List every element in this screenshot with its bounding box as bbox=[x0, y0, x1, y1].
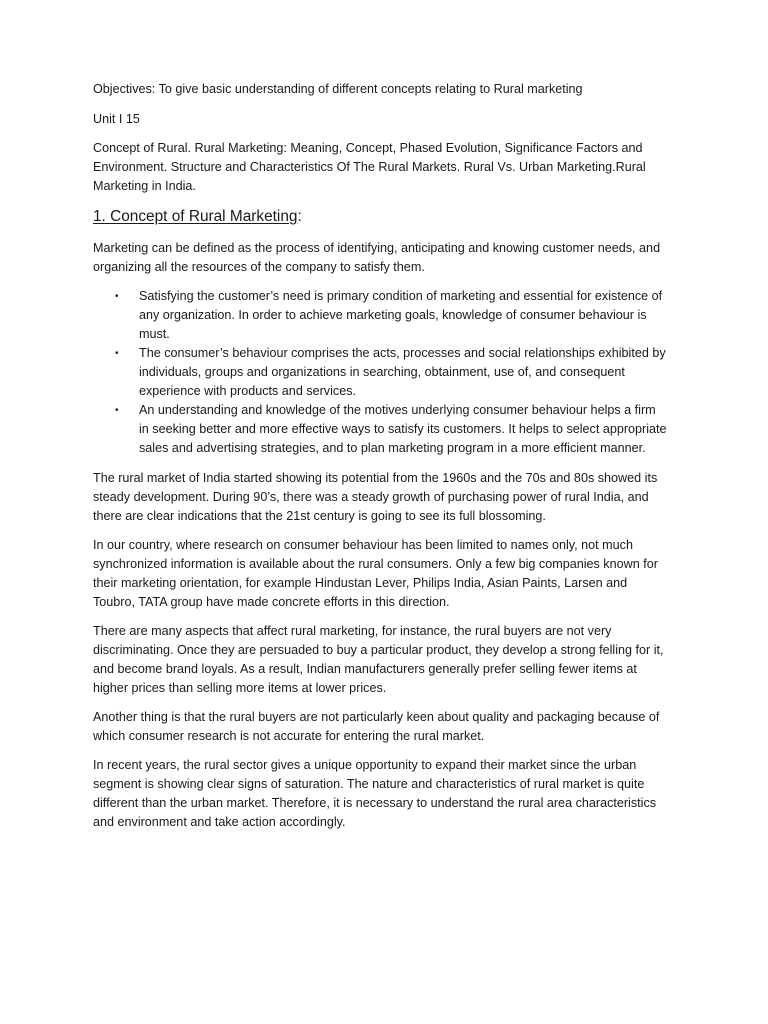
section-heading-text: 1. Concept of Rural Marketing bbox=[93, 208, 298, 225]
section-heading bbox=[93, 206, 668, 228]
bullet-item bbox=[93, 344, 668, 401]
bullet-text: An understanding and knowledge of the motives underlying consumer behaviour helps a firm in seeking better and more effective ways to satisfy its customers. It helps to select appropriate sales and advertising strategies, and to plan marketing program in a more efficient manner. bbox=[139, 403, 667, 455]
objectives-line: Objectives: To give basic understanding of different concepts relating to Rural marketing bbox=[93, 82, 583, 96]
bullet-icon: • bbox=[115, 348, 119, 359]
unit-line: Unit I 15 bbox=[93, 112, 140, 126]
body-paragraph: The rural market of India started showing its potential from the 1960s and the 70s and 80s showed its steady development. During 90’s, there was a steady growth of purchasing power of rural India, and there are clear indications that the 21st century is going to see its full blossoming. bbox=[93, 471, 658, 523]
bullet-icon: • bbox=[115, 291, 119, 302]
bullet-icon: • bbox=[115, 405, 119, 416]
bullet-text: Satisfying the customer’s need is primary condition of marketing and essential for existence of any organization. In order to achieve marketing goals, knowledge of consumer behaviour is must. bbox=[139, 289, 663, 341]
section-heading-colon: : bbox=[297, 208, 302, 225]
body-paragraph: In recent years, the rural sector gives a unique opportunity to expand their market since the urban segment is showing clear signs of saturation. The nature and characteristics of rural market is quite different than the urban market. Therefore, it is necessary to understand the rural area characteristics and environment and take action accordingly. bbox=[93, 758, 657, 829]
body-paragraph: Another thing is that the rural buyers are not particularly keen about quality and packaging because of which consumer research is not accurate for entering the rural market. bbox=[93, 710, 660, 743]
body-paragraph: There are many aspects that affect rural marketing, for instance, the rural buyers are not very discriminating. Once they are persuaded to buy a particular product, they develop a strong felling for it, and become brand loyals. As a result, Indian manufacturers generally prefer selling fewer items at higher prices than selling more items at lower prices. bbox=[93, 624, 664, 695]
definition-paragraph: Marketing can be defined as the process of identifying, anticipating and knowing customer needs, and organizing all the resources of the company to satisfy them. bbox=[93, 241, 661, 274]
bullet-item bbox=[93, 401, 668, 458]
topics-paragraph: Concept of Rural. Rural Marketing: Meaning, Concept, Phased Evolution, Significance Factors and Environment. Structure and Characteristics Of The Rural Markets. Rural Vs. Urban Marketing.Rural Marketing in India. bbox=[93, 141, 646, 193]
body-paragraph: In our country, where research on consumer behaviour has been limited to names only, not much synchronized information is available about the rural consumers. Only a few big companies known for their marketing orientation, for example Hindustan Lever, Philips India, Asian Paints, Larsen and Toubro, TATA group have made concrete efforts in this direction. bbox=[93, 538, 658, 609]
bullet-text: The consumer’s behaviour comprises the acts, processes and social relationships exhibited by individuals, groups and organizations in searching, obtainment, use of, and consequent experience with products and services. bbox=[139, 346, 666, 398]
bullet-list bbox=[93, 287, 668, 458]
bullet-item bbox=[93, 287, 668, 344]
